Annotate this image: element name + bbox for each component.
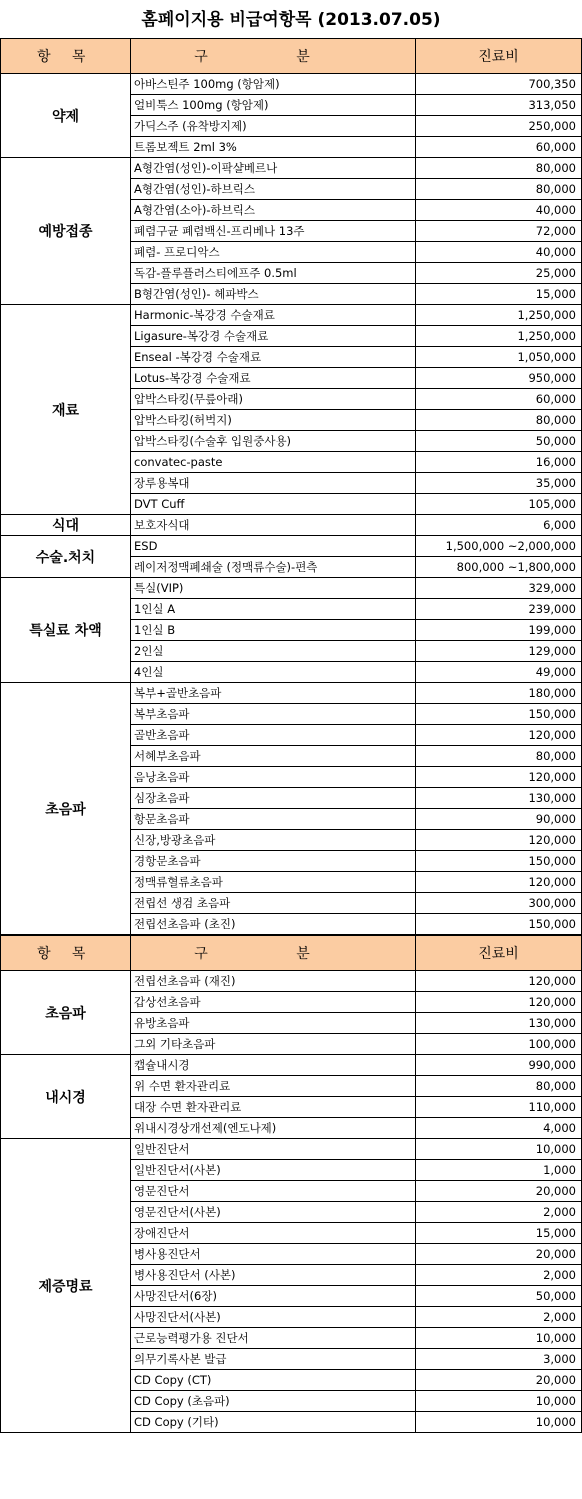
item-cell: 복부+골반초음파 [131, 683, 416, 704]
price-cell: 6,000 [416, 515, 582, 536]
price-cell: 90,000 [416, 809, 582, 830]
item-cell: A형간염(성인)-이팍샬베르나 [131, 158, 416, 179]
item-cell: 캡슐내시경 [131, 1055, 416, 1076]
item-cell: 폐렴- 프로디악스 [131, 242, 416, 263]
price-cell: 80,000 [416, 158, 582, 179]
price-cell: 20,000 [416, 1181, 582, 1202]
price-cell: 120,000 [416, 971, 582, 992]
price-cell: 49,000 [416, 662, 582, 683]
price-cell: 1,500,000 ~2,000,000 [416, 536, 582, 557]
price-cell: 1,000 [416, 1160, 582, 1181]
price-cell: 3,000 [416, 1349, 582, 1370]
price-cell: 10,000 [416, 1328, 582, 1349]
price-cell: 950,000 [416, 368, 582, 389]
price-cell: 300,000 [416, 893, 582, 914]
price-cell: 199,000 [416, 620, 582, 641]
header-category: 항 목 [1, 39, 131, 74]
item-cell: 병사용진단서 [131, 1244, 416, 1265]
table-header-row [1, 936, 582, 971]
table-header-row [1, 39, 582, 74]
price-cell: 72,000 [416, 221, 582, 242]
item-cell: A형간염(성인)-하브릭스 [131, 179, 416, 200]
price-cell: 50,000 [416, 431, 582, 452]
item-cell: 특실(VIP) [131, 578, 416, 599]
price-cell: 40,000 [416, 242, 582, 263]
item-cell: 정맥류혈류초음파 [131, 872, 416, 893]
item-cell: 가딕스주 (유착방지제) [131, 116, 416, 137]
item-cell: Enseal -복강경 수술재료 [131, 347, 416, 368]
price-cell: 110,000 [416, 1097, 582, 1118]
price-cell: 80,000 [416, 410, 582, 431]
item-cell: 의무기록사본 발급 [131, 1349, 416, 1370]
price-cell: 990,000 [416, 1055, 582, 1076]
item-cell: CD Copy (초음파) [131, 1391, 416, 1412]
price-cell: 2,000 [416, 1307, 582, 1328]
page-title: 홈페이지용 비급여항목 (2013.07.05) [141, 10, 441, 30]
table-row [1, 578, 582, 599]
category-cell: 내시경 [1, 1055, 131, 1139]
table-row [1, 683, 582, 704]
item-cell: 전립선 생검 초음파 [131, 893, 416, 914]
category-cell: 제증명료 [1, 1139, 131, 1433]
category-cell: 약제 [1, 74, 131, 158]
item-cell: 얼비툭스 100mg (항암제) [131, 95, 416, 116]
price-cell: 105,000 [416, 494, 582, 515]
price-table-1 [0, 38, 582, 935]
price-cell: 120,000 [416, 992, 582, 1013]
item-cell: 독감-플루플러스티에프주 0.5ml [131, 263, 416, 284]
price-cell: 10,000 [416, 1391, 582, 1412]
item-cell: Ligasure-복강경 수술재료 [131, 326, 416, 347]
item-cell: 그외 기타초음파 [131, 1034, 416, 1055]
price-cell: 1,050,000 [416, 347, 582, 368]
item-cell: 일반진단서 [131, 1139, 416, 1160]
price-table-2 [0, 935, 582, 1433]
item-cell: 전립선초음파 (재진) [131, 971, 416, 992]
item-cell: 신장,방광초음파 [131, 830, 416, 851]
item-cell: 사망진단서(사본) [131, 1307, 416, 1328]
item-cell: 트롬보젝트 2ml 3% [131, 137, 416, 158]
price-cell: 180,000 [416, 683, 582, 704]
item-cell: 대장 수면 환자관리료 [131, 1097, 416, 1118]
price-cell: 60,000 [416, 389, 582, 410]
table-row [1, 158, 582, 179]
price-cell: 700,350 [416, 74, 582, 95]
price-cell: 120,000 [416, 725, 582, 746]
price-cell: 150,000 [416, 704, 582, 725]
price-cell: 100,000 [416, 1034, 582, 1055]
header-item: 구 분 [131, 936, 416, 971]
table-row [1, 1055, 582, 1076]
price-cell: 1,250,000 [416, 326, 582, 347]
price-cell: 4,000 [416, 1118, 582, 1139]
price-cell: 120,000 [416, 872, 582, 893]
item-cell: 골반초음파 [131, 725, 416, 746]
category-cell: 재료 [1, 305, 131, 515]
item-cell: A형간염(소아)-하브릭스 [131, 200, 416, 221]
item-cell: 음낭초음파 [131, 767, 416, 788]
price-cell: 2,000 [416, 1202, 582, 1223]
item-cell: 경항문초음파 [131, 851, 416, 872]
price-cell: 35,000 [416, 473, 582, 494]
item-cell: convatec-paste [131, 452, 416, 473]
item-cell: ESD [131, 536, 416, 557]
item-cell: 전립선초음파 (초진) [131, 914, 416, 935]
table-row [1, 74, 582, 95]
price-cell: 2,000 [416, 1265, 582, 1286]
table-row [1, 515, 582, 536]
price-cell: 16,000 [416, 452, 582, 473]
price-cell: 50,000 [416, 1286, 582, 1307]
category-cell: 수술.처치 [1, 536, 131, 578]
item-cell: 갑상선초음파 [131, 992, 416, 1013]
header-price: 진료비 [416, 936, 582, 971]
item-cell: 병사용진단서 (사본) [131, 1265, 416, 1286]
price-cell: 120,000 [416, 767, 582, 788]
item-cell: 폐렴구균 폐렴백신-프리베나 13주 [131, 221, 416, 242]
item-cell: CD Copy (CT) [131, 1370, 416, 1391]
item-cell: B형간염(성인)- 헤파박스 [131, 284, 416, 305]
item-cell: 아바스틴주 100mg (항암제) [131, 74, 416, 95]
item-cell: 항문초음파 [131, 809, 416, 830]
price-cell: 120,000 [416, 830, 582, 851]
item-cell: 레이저정맥폐쇄술 (정맥류수술)-편측 [131, 557, 416, 578]
item-cell: 위내시경상개선제(엔도나제) [131, 1118, 416, 1139]
price-cell: 80,000 [416, 746, 582, 767]
price-cell: 329,000 [416, 578, 582, 599]
price-cell: 150,000 [416, 914, 582, 935]
table-row [1, 536, 582, 557]
item-cell: 영문진단서 [131, 1181, 416, 1202]
category-cell: 예방접종 [1, 158, 131, 305]
item-cell: 복부초음파 [131, 704, 416, 725]
item-cell: 일반진단서(사본) [131, 1160, 416, 1181]
price-cell: 129,000 [416, 641, 582, 662]
price-cell: 15,000 [416, 1223, 582, 1244]
category-cell: 초음파 [1, 971, 131, 1055]
category-cell: 식대 [1, 515, 131, 536]
price-cell: 130,000 [416, 1013, 582, 1034]
price-cell: 60,000 [416, 137, 582, 158]
price-cell: 130,000 [416, 788, 582, 809]
category-cell: 초음파 [1, 683, 131, 935]
table-row [1, 1139, 582, 1160]
item-cell: 유방초음파 [131, 1013, 416, 1034]
header-item: 구 분 [131, 39, 416, 74]
item-cell: 압박스타킹(수술후 입원중사용) [131, 431, 416, 452]
price-cell: 1,250,000 [416, 305, 582, 326]
price-cell: 20,000 [416, 1370, 582, 1391]
price-cell: 80,000 [416, 1076, 582, 1097]
price-cell: 80,000 [416, 179, 582, 200]
item-cell: 보호자식대 [131, 515, 416, 536]
item-cell: CD Copy (기타) [131, 1412, 416, 1433]
price-cell: 40,000 [416, 200, 582, 221]
item-cell: 서혜부초음파 [131, 746, 416, 767]
item-cell: Lotus-복강경 수술재료 [131, 368, 416, 389]
table-row [1, 971, 582, 992]
item-cell: 2인실 [131, 641, 416, 662]
item-cell: Harmonic-복강경 수술재료 [131, 305, 416, 326]
item-cell: 근로능력평가용 진단서 [131, 1328, 416, 1349]
price-cell: 25,000 [416, 263, 582, 284]
item-cell: 장루용복대 [131, 473, 416, 494]
item-cell: 영문진단서(사본) [131, 1202, 416, 1223]
price-cell: 800,000 ~1,800,000 [416, 557, 582, 578]
item-cell: 압박스타킹(허벅지) [131, 410, 416, 431]
item-cell: 1인실 B [131, 620, 416, 641]
price-cell: 239,000 [416, 599, 582, 620]
price-cell: 10,000 [416, 1412, 582, 1433]
price-cell: 250,000 [416, 116, 582, 137]
table-row [1, 305, 582, 326]
item-cell: 위 수면 환자관리료 [131, 1076, 416, 1097]
price-cell: 15,000 [416, 284, 582, 305]
item-cell: 압박스타킹(무릎아래) [131, 389, 416, 410]
item-cell: DVT Cuff [131, 494, 416, 515]
price-cell: 20,000 [416, 1244, 582, 1265]
item-cell: 1인실 A [131, 599, 416, 620]
price-cell: 150,000 [416, 851, 582, 872]
header-price: 진료비 [416, 39, 582, 74]
item-cell: 4인실 [131, 662, 416, 683]
item-cell: 장애진단서 [131, 1223, 416, 1244]
price-cell: 10,000 [416, 1139, 582, 1160]
item-cell: 사망진단서(6장) [131, 1286, 416, 1307]
category-cell: 특실료 차액 [1, 578, 131, 683]
header-category: 항 목 [1, 936, 131, 971]
price-cell: 313,050 [416, 95, 582, 116]
item-cell: 심장초음파 [131, 788, 416, 809]
